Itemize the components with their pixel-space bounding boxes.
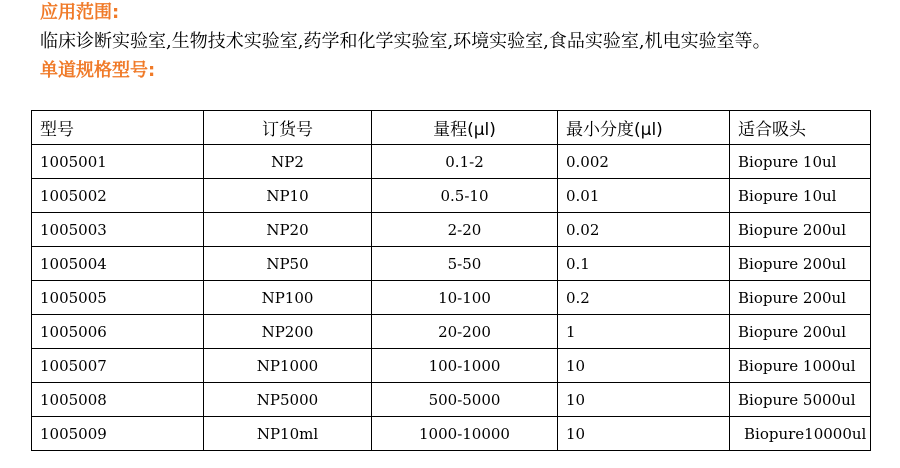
cell-order-no: NP1000	[204, 349, 372, 383]
cell-tip: Biopure 5000ul	[730, 383, 871, 417]
table-row	[32, 383, 871, 417]
table-header-row	[32, 111, 871, 145]
cell-tip: Biopure 200ul	[730, 247, 871, 281]
cell-order-no: NP5000	[204, 383, 372, 417]
cell-order-no: NP200	[204, 315, 372, 349]
cell-model: 1005008	[32, 383, 204, 417]
cell-range: 1000-10000	[372, 417, 558, 451]
table-row	[32, 315, 871, 349]
cell-range: 10-100	[372, 281, 558, 315]
cell-min-division: 10	[558, 349, 730, 383]
cell-model: 1005009	[32, 417, 204, 451]
cell-tip: Biopure 200ul	[730, 281, 871, 315]
cell-model: 1005004	[32, 247, 204, 281]
cell-range: 5-50	[372, 247, 558, 281]
cell-model: 1005005	[32, 281, 204, 315]
cell-order-no: NP100	[204, 281, 372, 315]
cell-min-division: 10	[558, 383, 730, 417]
table-row	[32, 179, 871, 213]
cell-model: 1005006	[32, 315, 204, 349]
cell-tip: Biopure 10ul	[730, 145, 871, 179]
cell-min-division: 0.002	[558, 145, 730, 179]
cell-model: 1005007	[32, 349, 204, 383]
cell-min-division: 0.1	[558, 247, 730, 281]
cell-order-no: NP50	[204, 247, 372, 281]
spec-table	[31, 110, 871, 451]
section-heading-scope: 应用范围:	[40, 2, 120, 23]
cell-range: 500-5000	[372, 383, 558, 417]
cell-range: 0.1-2	[372, 145, 558, 179]
section-heading-model-spec: 单道规格型号:	[40, 60, 156, 81]
cell-min-division: 10	[558, 417, 730, 451]
cell-min-division: 1	[558, 315, 730, 349]
cell-order-no: NP20	[204, 213, 372, 247]
cell-tip: Biopure 10ul	[730, 179, 871, 213]
cell-min-division: 0.2	[558, 281, 730, 315]
cell-range: 2-20	[372, 213, 558, 247]
cell-model: 1005003	[32, 213, 204, 247]
cell-tip: Biopure 200ul	[730, 213, 871, 247]
table-row	[32, 417, 871, 451]
column-header-model: 型号	[32, 111, 204, 145]
table-row	[32, 213, 871, 247]
column-header-tip: 适合吸头	[730, 111, 871, 145]
cell-range: 0.5-10	[372, 179, 558, 213]
cell-tip: Biopure 200ul	[730, 315, 871, 349]
cell-range: 20-200	[372, 315, 558, 349]
table-row	[32, 349, 871, 383]
cell-range: 100-1000	[372, 349, 558, 383]
cell-model: 1005001	[32, 145, 204, 179]
cell-order-no: NP10	[204, 179, 372, 213]
table-row	[32, 247, 871, 281]
cell-order-no: NP10ml	[204, 417, 372, 451]
cell-tip: Biopure10000ul	[730, 417, 871, 451]
column-header-min-division: 最小分度(μl)	[558, 111, 730, 145]
cell-min-division: 0.01	[558, 179, 730, 213]
cell-order-no: NP2	[204, 145, 372, 179]
cell-model: 1005002	[32, 179, 204, 213]
scope-description: 临床诊断实验室,生物技术实验室,药学和化学实验室,环境实验室,食品实验室,机电实验室等。	[40, 31, 771, 52]
cell-min-division: 0.02	[558, 213, 730, 247]
table-row	[32, 145, 871, 179]
cell-tip: Biopure 1000ul	[730, 349, 871, 383]
column-header-order-no: 订货号	[204, 111, 372, 145]
table-row	[32, 281, 871, 315]
column-header-range: 量程(μl)	[372, 111, 558, 145]
